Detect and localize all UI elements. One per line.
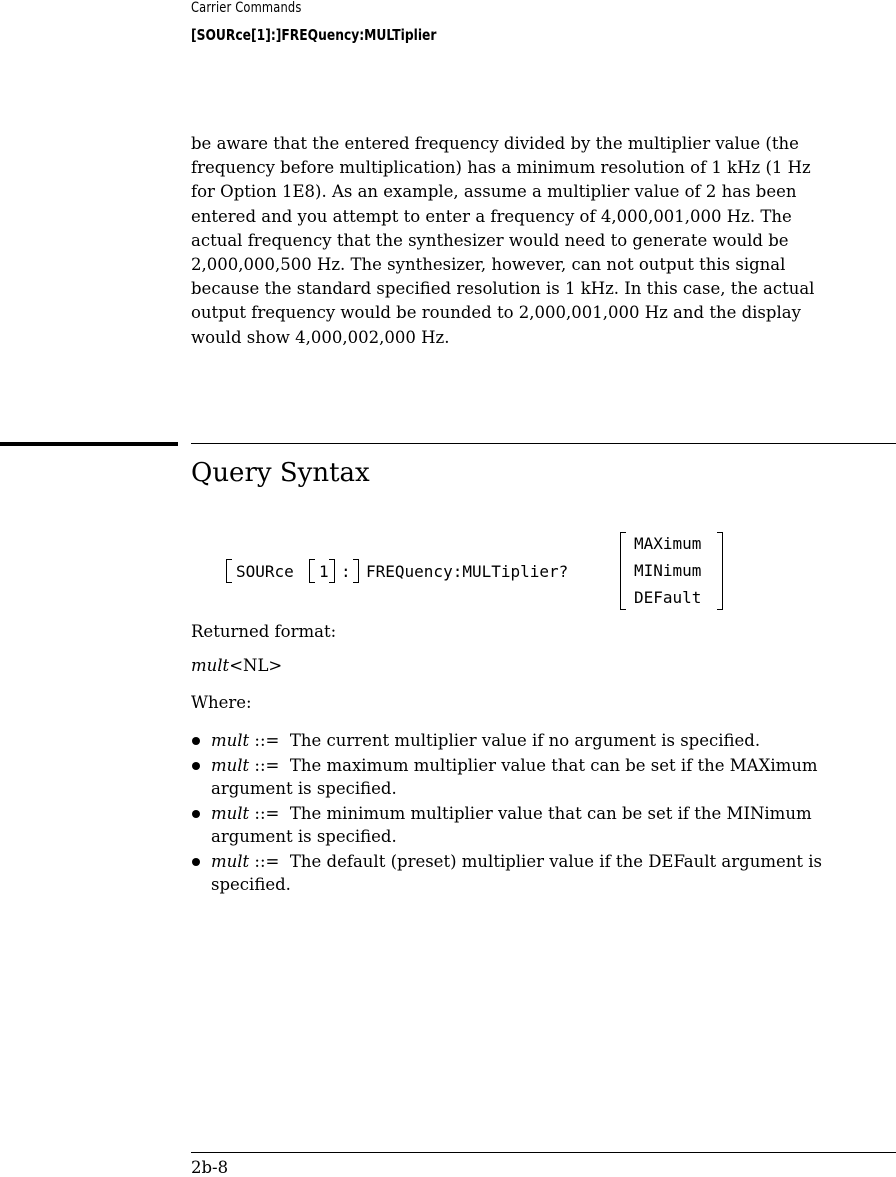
body-paragraph <box>191 132 881 350</box>
definition-list <box>191 729 891 898</box>
bullet-icon <box>192 762 200 770</box>
index-bracket-close <box>329 559 335 583</box>
term-separator: ::= <box>249 803 290 823</box>
options-bracket-open <box>620 532 626 610</box>
chapter-title: Carrier Commands <box>191 0 302 16</box>
list-item <box>191 754 891 801</box>
options-bracket-close <box>717 532 723 610</box>
definition-continued: specified. <box>211 875 291 894</box>
list-item <box>191 802 891 849</box>
page-number: 2b-8 <box>191 1158 229 1177</box>
term: mult <box>211 851 250 871</box>
syntax-option: MINimum <box>634 561 702 580</box>
definition: The minimum multiplier value that can be set if the MINimum <box>289 803 812 823</box>
term-separator: ::= <box>249 731 290 750</box>
term: mult <box>211 755 250 775</box>
body-line: for Option 1E8). As an example, assume a multiplier value of 2 has been <box>191 182 797 202</box>
returned-format-label: Returned format: <box>191 622 337 641</box>
command-title: [SOURce[1]:]FREQuency:MULTiplier <box>191 26 437 44</box>
syntax-index: 1 <box>319 562 329 581</box>
definition: The current multiplier value if no argument is specified. <box>289 731 761 750</box>
definition-continued: argument is specified. <box>211 779 397 798</box>
body-line: entered and you attempt to enter a frequency of 4,000,001,000 Hz. The <box>191 206 792 226</box>
syntax-command: FREQuency:MULTiplier? <box>366 562 569 581</box>
returned-format <box>191 656 282 675</box>
syntax-option: DEFault <box>634 588 702 607</box>
body-line: 2,000,000,500 Hz. The synthesizer, however, can not output this signal <box>191 255 786 275</box>
list-item <box>191 850 891 897</box>
term: mult <box>211 803 250 823</box>
syntax-colon: : <box>341 562 351 581</box>
bullet-icon <box>192 810 200 818</box>
optional-bracket-close <box>353 559 359 583</box>
definition: The default (preset) multiplier value if the DEFault argument is <box>289 851 822 871</box>
body-line: output frequency would be rounded to 2,000,001,000 Hz and the display <box>191 303 801 323</box>
term-separator: ::= <box>249 755 290 775</box>
body-line: would show 4,000,002,000 Hz. <box>191 327 450 347</box>
section-rule-thick <box>0 442 178 446</box>
footer-rule <box>191 1152 896 1153</box>
where-label: Where: <box>191 693 252 712</box>
list-item <box>191 729 891 753</box>
optional-bracket-open <box>226 559 232 583</box>
returned-format-suffix: <NL> <box>229 656 283 675</box>
bullet-icon <box>192 737 200 745</box>
index-bracket-open <box>309 559 315 583</box>
definition: The maximum multiplier value that can be set if the MAXimum <box>289 755 818 775</box>
syntax-option: MAXimum <box>634 534 702 553</box>
body-line: be aware that the entered frequency divided by the multiplier value (the <box>191 134 799 153</box>
section-rule-thin <box>191 443 896 444</box>
body-line: actual frequency that the synthesizer would need to generate would be <box>191 230 789 250</box>
returned-format-value: mult <box>191 656 230 675</box>
body-line: because the standard specified resolution is 1 kHz. In this case, the actual <box>191 279 815 299</box>
term: mult <box>211 731 250 750</box>
bullet-icon <box>192 858 200 866</box>
definition-continued: argument is specified. <box>211 827 397 846</box>
syntax-source: SOURce <box>236 562 294 581</box>
section-title: Query Syntax <box>191 458 370 488</box>
query-syntax-diagram <box>226 530 746 612</box>
term-separator: ::= <box>249 851 290 871</box>
body-line: frequency before multiplication) has a minimum resolution of 1 kHz (1 Hz <box>191 158 811 178</box>
